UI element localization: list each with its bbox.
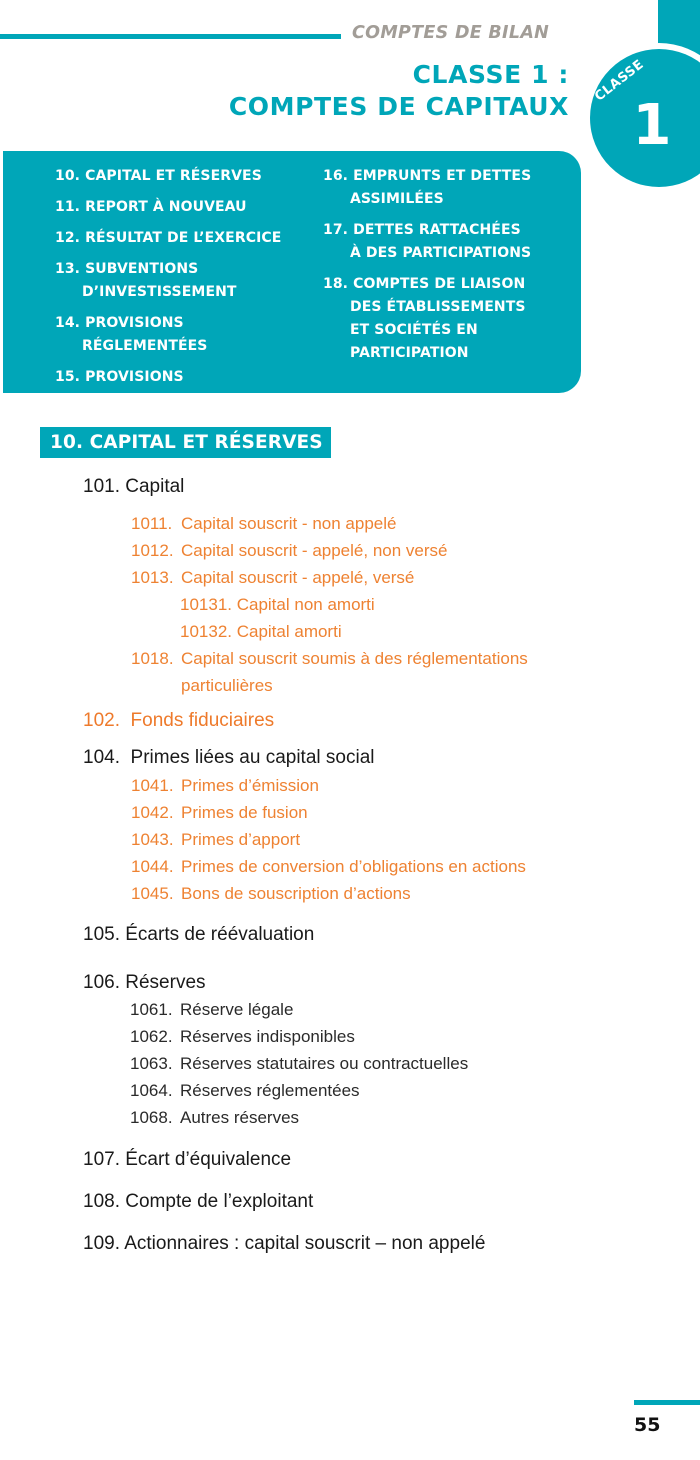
account-1064: 1064. Réserves réglementées — [130, 1081, 360, 1100]
summary-column-left — [55, 165, 305, 397]
header-rule — [0, 34, 341, 39]
summary-item-11: 11. REPORT À NOUVEAU — [55, 199, 247, 215]
account-1011: 1011. Capital souscrit - non appelé — [131, 514, 397, 533]
account-108: 108. Compte de l’exploitant — [83, 1191, 314, 1212]
account-1018: 1018. Capital souscrit soumis à des réglementations — [131, 649, 528, 668]
page-title — [229, 59, 569, 123]
section-kicker: COMPTES DE BILAN — [352, 23, 550, 43]
summary-item-15: 15. PROVISIONS — [55, 369, 184, 385]
account-101: 101. Capital — [83, 476, 185, 497]
summary-item-14: 14. PROVISIONS RÉGLEMENTÉES — [55, 315, 208, 354]
footer-rule — [634, 1400, 700, 1405]
summary-item-18: 18. COMPTES DE LIAISON DES ÉTABLISSEMENTS ET SOCIÉTÉS EN PARTICIPATION — [323, 276, 526, 361]
summary-column-right — [323, 165, 573, 373]
summary-item-12: 12. RÉSULTAT DE L’EXERCICE — [55, 230, 282, 246]
account-102: 102. Fonds fiduciaires — [83, 710, 275, 731]
account-1044: 1044. Primes de conversion d’obligations en actions — [131, 857, 526, 876]
account-1018-continuation: particulières — [181, 676, 273, 695]
account-104: 104. Primes liées au capital social — [83, 747, 375, 768]
class-badge-label: CLASSE — [592, 57, 647, 105]
account-10132: 10132. Capital amorti — [180, 622, 342, 641]
page-title-line2: COMPTES DE CAPITAUX — [228, 92, 569, 121]
class-badge-number: 1 — [632, 93, 672, 158]
page-title-line1: CLASSE 1 : — [412, 60, 569, 89]
account-1063: 1063. Réserves statutaires ou contractuelles — [130, 1054, 469, 1073]
account-1062: 1062. Réserves indisponibles — [130, 1027, 355, 1046]
account-1045: 1045. Bons de souscription d’actions — [131, 884, 411, 903]
account-1013: 1013. Capital souscrit - appelé, versé — [131, 568, 415, 587]
account-1012: 1012. Capital souscrit - appelé, non versé — [131, 541, 448, 560]
account-10131: 10131. Capital non amorti — [180, 595, 375, 614]
section-heading: 10. CAPITAL ET RÉSERVES — [40, 427, 331, 458]
account-109: 109. Actionnaires : capital souscrit – non appelé — [83, 1233, 486, 1254]
account-106: 106. Réserves — [83, 972, 206, 993]
account-1068: 1068. Autres réserves — [130, 1108, 300, 1127]
summary-item-16: 16. EMPRUNTS ET DETTES ASSIMILÉES — [323, 168, 532, 207]
summary-item-17: 17. DETTES RATTACHÉES À DES PARTICIPATIONS — [323, 222, 532, 261]
account-1042: 1042. Primes de fusion — [131, 803, 308, 822]
account-1061: 1061. Réserve légale — [130, 1000, 294, 1019]
summary-item-10: 10. CAPITAL ET RÉSERVES — [55, 168, 262, 184]
account-1043: 1043. Primes d’apport — [131, 830, 301, 849]
account-107: 107. Écart d’équivalence — [83, 1149, 292, 1170]
summary-item-13: 13. SUBVENTIONS D’INVESTISSEMENT — [55, 261, 237, 300]
account-1041: 1041. Primes d’émission — [131, 776, 319, 795]
page-number: 55 — [634, 1414, 661, 1436]
summary-box — [3, 151, 581, 393]
account-105: 105. Écarts de réévaluation — [83, 924, 315, 945]
